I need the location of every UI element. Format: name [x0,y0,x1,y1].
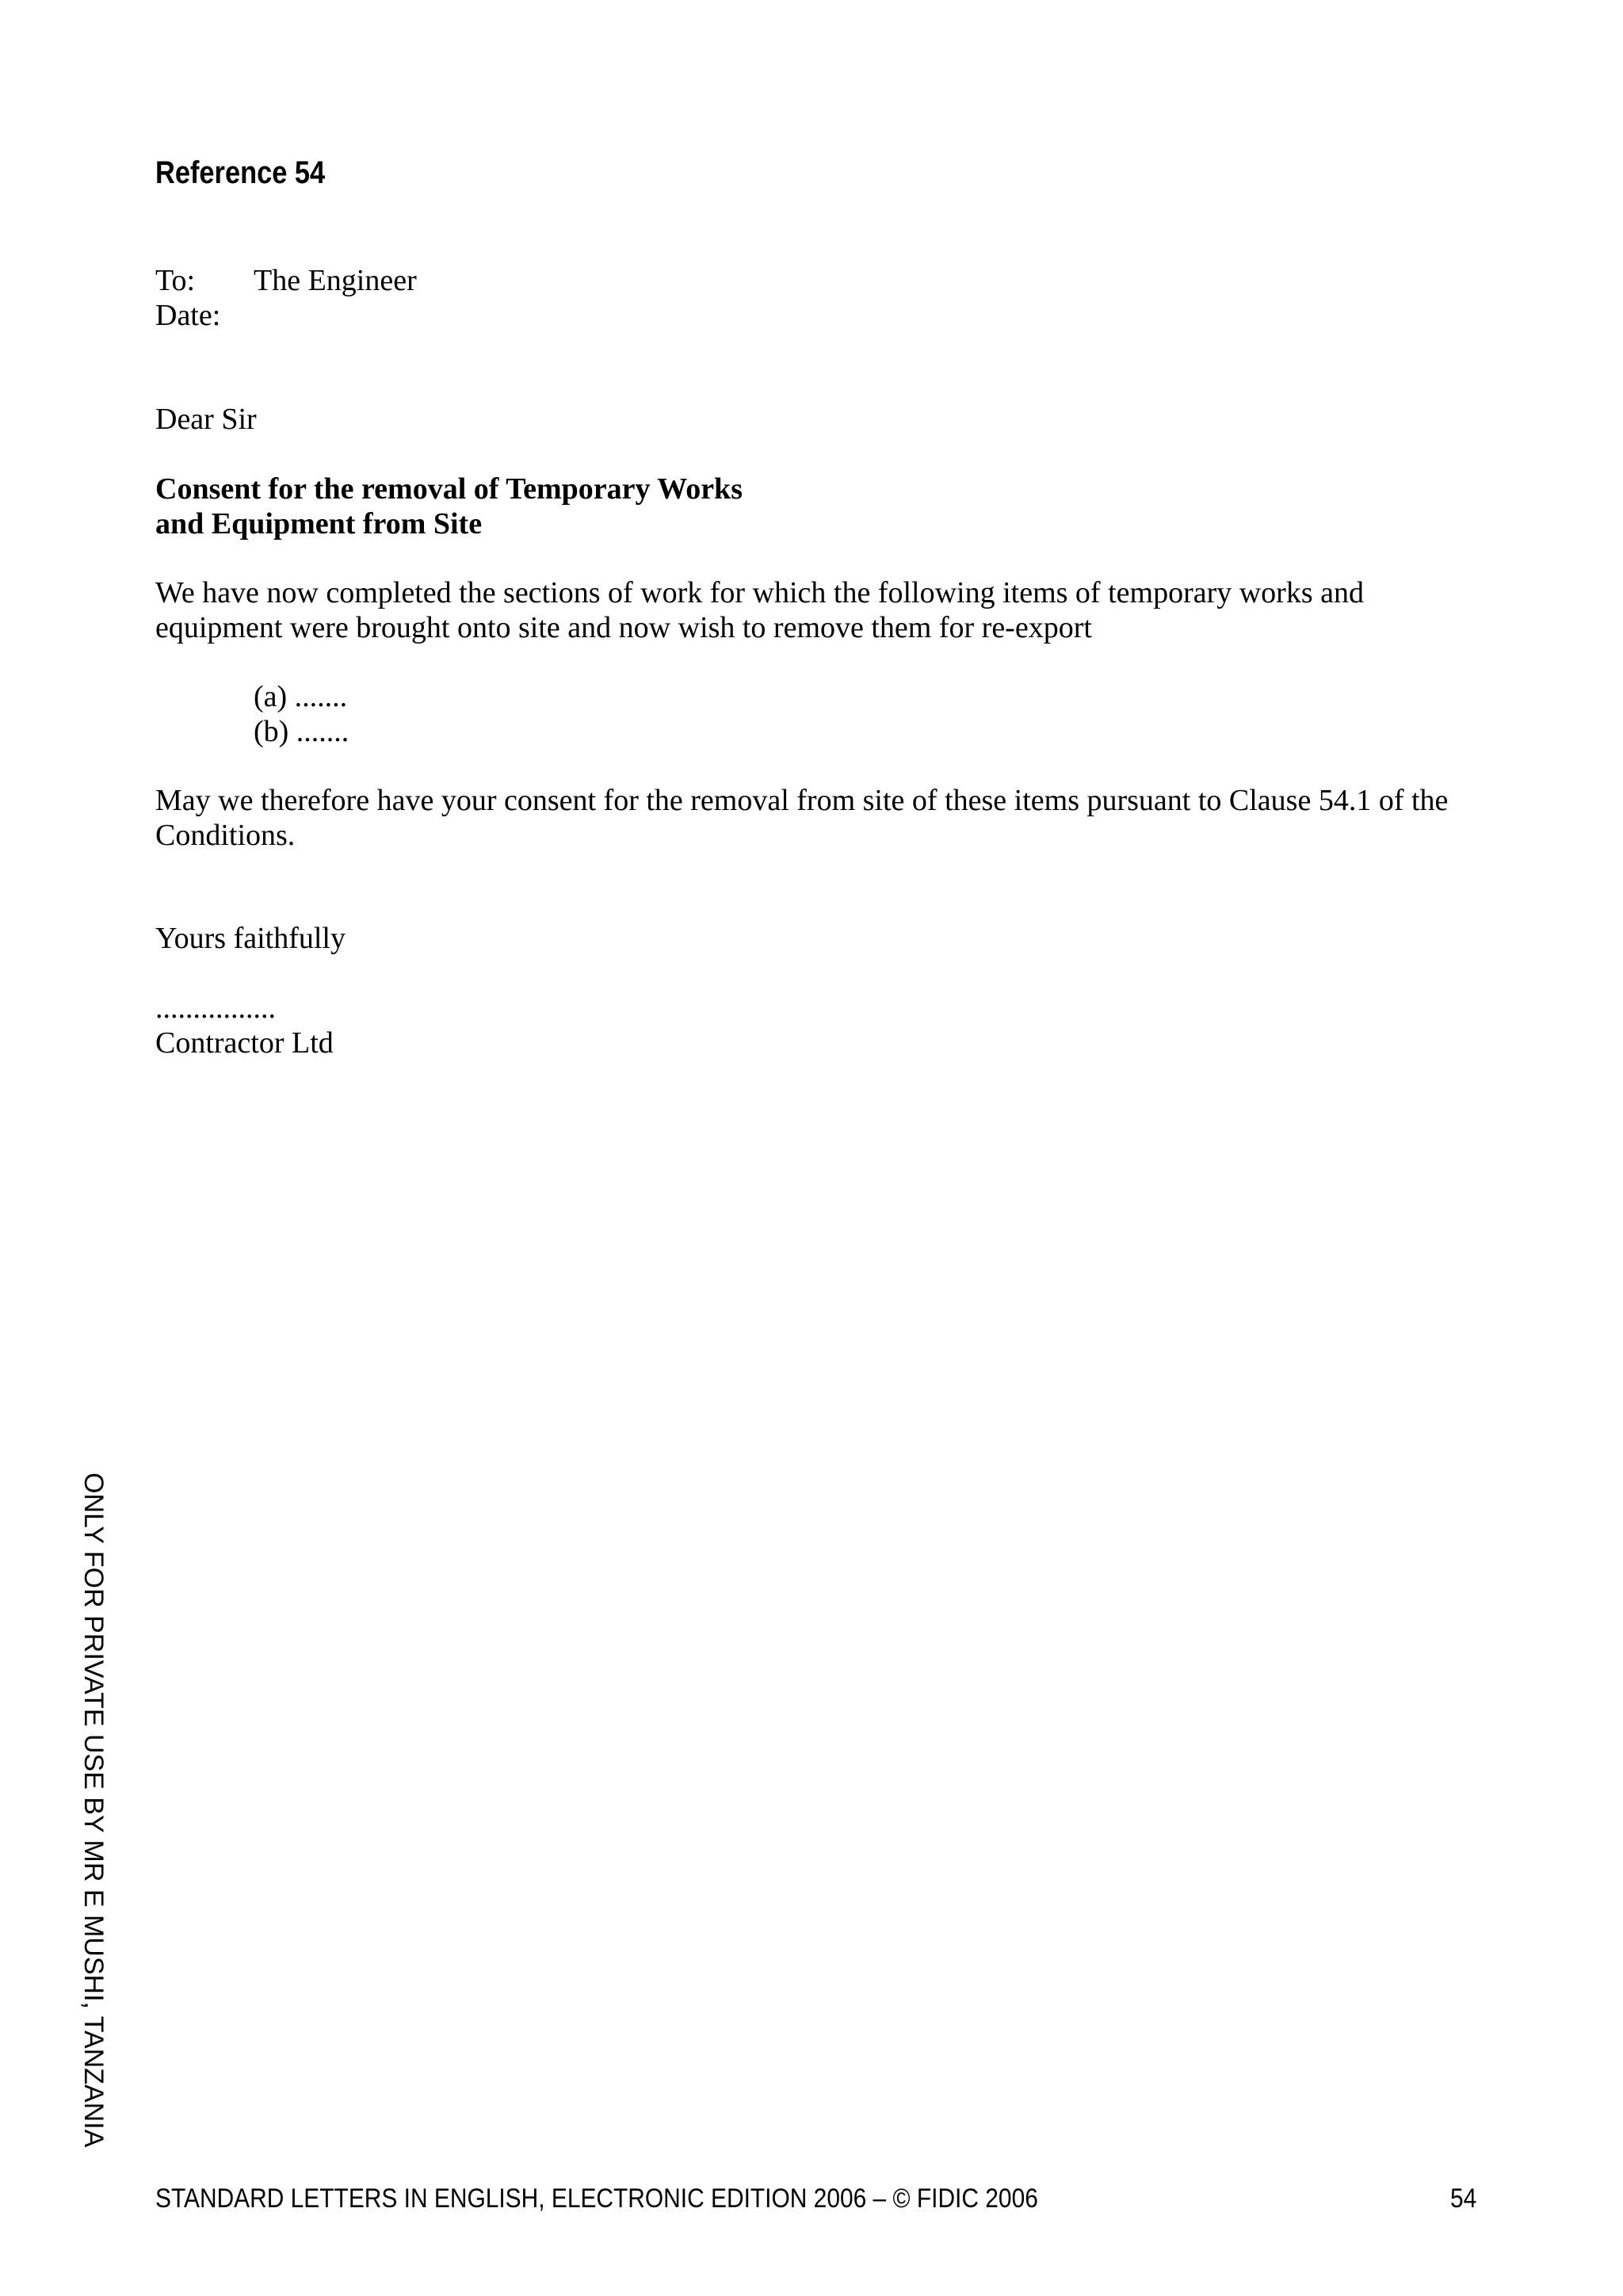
paragraph-2-line-2: Conditions. [155,819,296,852]
signatory: Contractor Ltd [155,1026,334,1060]
page-number: 54 [1450,2183,1477,2214]
paragraph-1-line-2: equipment were brought onto site and now wish to remove them for re-export [155,611,1092,644]
paragraph-2-line-1: May we therefore have your consent for the removal from site of these items pursuant to Clause 54.1 of the [155,784,1449,817]
signature-dots: ................ [155,991,276,1025]
subject-line-2: and Equipment from Site [155,507,483,541]
to-label: To: [155,264,196,297]
closing: Yours faithfully [155,922,346,955]
salutation: Dear Sir [155,403,257,436]
date-line [155,298,254,333]
to-line [155,263,417,298]
paragraph-1-line-1: We have now completed the sections of work for which the following items of temporary works and [155,576,1364,609]
watermark-text: ONLY FOR PRIVATE USE BY MR E MUSHI, TANZANIA [78,1473,109,2148]
reference-heading: Reference 54 [155,155,326,190]
list-item: (b) ....... [254,715,349,748]
to-value: The Engineer [254,264,417,297]
list-item: (a) ....... [254,680,348,713]
date-label: Date: [155,299,221,332]
subject-line-1: Consent for the removal of Temporary Works [155,472,743,506]
footer-text: STANDARD LETTERS IN ENGLISH, ELECTRONIC EDITION 2006 – © FIDIC 2006 [155,2183,1038,2214]
sidebar-watermark [74,1473,113,2178]
